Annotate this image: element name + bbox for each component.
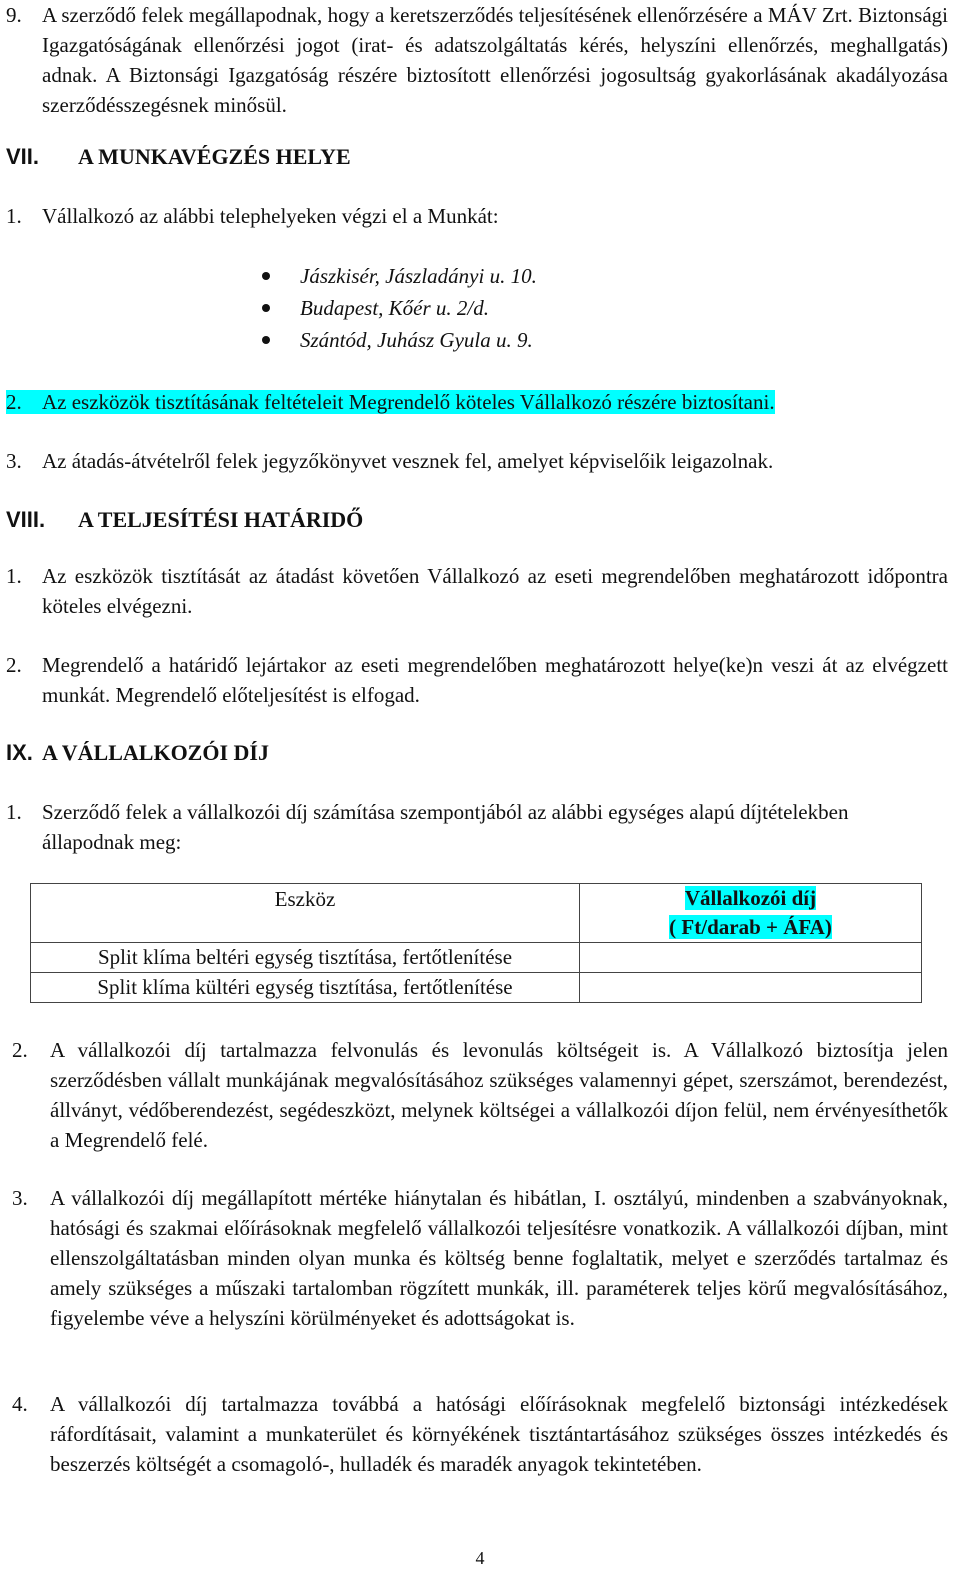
table-cell-eszkoz: Split klíma kültéri egység tisztítása, fertőtlenítése bbox=[31, 973, 580, 1003]
paragraph-9-2 bbox=[12, 1035, 948, 1155]
paragraph-text: A vállalkozói díj megállapított mértéke hiánytalan és hibátlan, I. osztályú, mindenben a szabványoknak, hatósági és szakmai előírásoknak megfelelő vállalkozói teljesítésre vonatkozik. A vállalkozói díjban, mint ellenszolgáltatásban minden olyan munka és költség benne foglaltatik, melyet e szerződés tartalmaz és amely szükséges a műszaki tartalomban rögzített munkák, ill. paraméterek teljes körű megvalósításához, figyelembe véve a helyszíni körülményeket és adottságokat is. bbox=[50, 1186, 948, 1330]
section-number: VII. bbox=[6, 144, 40, 169]
section-number: VIII. bbox=[6, 507, 46, 532]
table-header-row bbox=[31, 884, 922, 943]
section-number: IX. bbox=[6, 740, 33, 765]
column-header: Eszköz bbox=[274, 887, 336, 911]
section-title: A VÁLLALKOZÓI DÍJ bbox=[42, 740, 269, 765]
paragraph-text: Megrendelő a határidő lejártakor az eseti megrendelőben meghatározott helye(ke)n veszi át az elvégzett munkát. Megrendelő előteljesítést is elfogad. bbox=[42, 653, 948, 707]
list-item bbox=[262, 324, 537, 356]
section-title: A TELJESÍTÉSI HATÁRIDŐ bbox=[78, 507, 364, 532]
location-list bbox=[262, 260, 537, 356]
paragraph-text: A vállalkozói díj tartalmazza felvonulás és levonulás költségeit is. A Vállalkozó biztosítja jelen szerződésben vállalt munkájának megvalósításához szükséges valamennyi gépet, szerszámot, berendezést, állványt, védőberendezést, segédeszközt, melynek költségei a vállalkozói díjon felül, nem érvényesíthetők a Megrendelő felé. bbox=[50, 1038, 948, 1152]
paragraph-number: 1. bbox=[6, 564, 22, 588]
paragraph-7-3 bbox=[6, 446, 948, 476]
paragraph-9-1 bbox=[6, 797, 886, 857]
highlighted-text bbox=[6, 390, 775, 414]
paragraph-number: 2. bbox=[12, 1038, 28, 1062]
paragraph-7-1 bbox=[6, 201, 948, 231]
table-cell-dij bbox=[580, 973, 922, 1003]
paragraph-text: Az eszközök tisztításának feltételeit Megrendelő köteles Vállalkozó részére biztosítani. bbox=[42, 390, 775, 414]
location-text: Szántód, Juhász Gyula u. 9. bbox=[300, 328, 533, 352]
paragraph-9-3 bbox=[12, 1183, 948, 1333]
paragraph-8-2 bbox=[6, 650, 948, 710]
section-8-heading bbox=[6, 505, 363, 535]
table-row bbox=[31, 943, 922, 973]
paragraph-number: 4. bbox=[12, 1392, 28, 1416]
column-header-line2: ( Ft/darab + ÁFA) bbox=[669, 915, 832, 939]
paragraph-9-4 bbox=[12, 1389, 948, 1479]
paragraph-number: 3. bbox=[12, 1186, 28, 1210]
paragraph-number: 1. bbox=[6, 800, 22, 824]
paragraph-number: 2. bbox=[6, 390, 22, 414]
fee-table bbox=[30, 883, 922, 1003]
page-number: 4 bbox=[475, 1548, 485, 1568]
section-7-heading bbox=[6, 142, 351, 172]
header-cell-eszkoz bbox=[31, 884, 580, 943]
paragraph-text: A szerződő felek megállapodnak, hogy a keretszerződés teljesítésének ellenőrzésére a MÁV Zrt. Biztonsági Igazgatóságának ellenőrzési jogot (irat- és adatszolgáltatás kérés, helyszíni ellenőrzés, meghallgatás) adnak. A Biztonsági Igazgatóság részére biztosított ellenőrzési jogosultság gyakorlásának akadályozása szerződésszegésnek minősül. bbox=[42, 3, 948, 117]
paragraph-9 bbox=[6, 0, 948, 120]
paragraph-8-1 bbox=[6, 561, 948, 621]
bullet-icon bbox=[262, 304, 270, 312]
location-text: Budapest, Kőér u. 2/d. bbox=[300, 296, 489, 320]
paragraph-text: Az eszközök tisztítását az átadást követően Vállalkozó az eseti megrendelőben meghatározott időpontra köteles elvégezni. bbox=[42, 564, 948, 618]
paragraph-7-2 bbox=[6, 387, 956, 417]
paragraph-text: Vállalkozó az alábbi telephelyeken végzi el a Munkát: bbox=[42, 204, 499, 228]
bullet-icon bbox=[262, 336, 270, 344]
paragraph-number: 3. bbox=[6, 449, 22, 473]
location-text: Jászkisér, Jászladányi u. 10. bbox=[300, 264, 537, 288]
header-cell-dij bbox=[580, 884, 922, 943]
paragraph-number: 9. bbox=[6, 3, 22, 27]
list-item bbox=[262, 292, 537, 324]
section-title: A MUNKAVÉGZÉS HELYE bbox=[78, 144, 351, 169]
paragraph-number: 2. bbox=[6, 653, 22, 677]
column-header-line1: Vállalkozói díj bbox=[684, 886, 817, 910]
paragraph-number: 1. bbox=[6, 204, 22, 228]
paragraph-text: Az átadás-átvételről felek jegyzőkönyvet vesznek fel, amelyet képviselőik leigazolnak. bbox=[42, 449, 774, 473]
paragraph-text: Szerződő felek a vállalkozói díj számítása szempontjából az alábbi egységes alapú díjtételekben állapodnak meg: bbox=[42, 800, 849, 854]
bullet-icon bbox=[262, 272, 270, 280]
section-9-heading bbox=[6, 738, 269, 768]
table-cell-dij bbox=[580, 943, 922, 973]
list-item bbox=[262, 260, 537, 292]
paragraph-text: A vállalkozói díj tartalmazza továbbá a hatósági előírásoknak megfelelő biztonsági intézkedések ráfordításait, valamint a munkaterület és környékének tisztántartásához szükséges összes intézkedés és beszerzés költségét a csomagoló-, hulladék és maradék anyagok tekintetében. bbox=[50, 1392, 948, 1476]
table-cell-eszkoz: Split klíma beltéri egység tisztítása, fertőtlenítése bbox=[31, 943, 580, 973]
table-row bbox=[31, 973, 922, 1003]
